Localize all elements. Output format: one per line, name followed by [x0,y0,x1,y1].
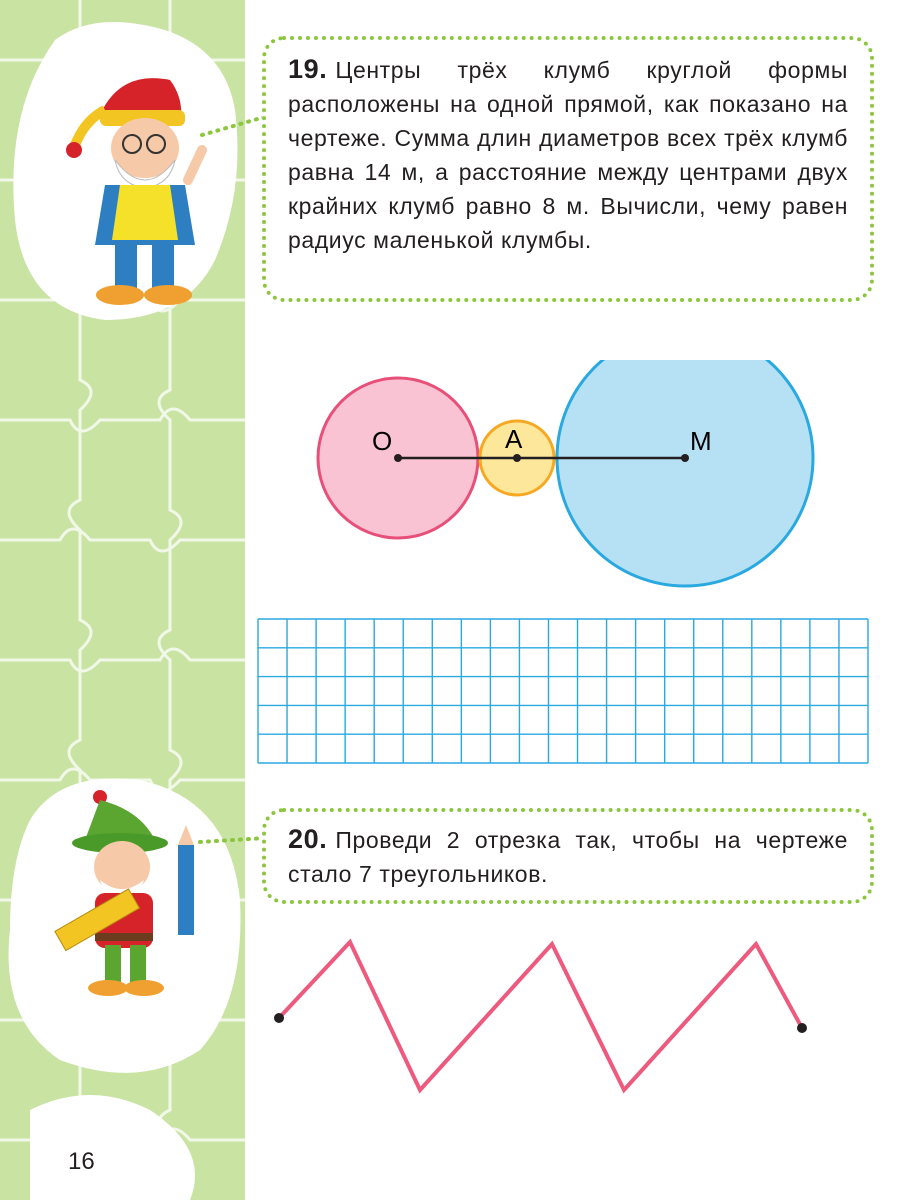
answer-grid [257,618,869,764]
label-m: M [690,426,712,456]
center-m [681,454,689,462]
task-20-number: 20. [288,824,328,854]
center-o [394,454,402,462]
label-o: O [372,426,393,456]
zigzag-start-point [274,1013,284,1023]
right-circle [557,360,813,586]
speech-pointer-20 [198,830,268,850]
task-19-text: 19. Центры трёх клумб круглой формы расположены на одной прямой, как показано на чертеже. Сумма длин диаметров всех трёх клумб равна 14 м, а расстояние между центрами двух крайних клумб равно 8 м. Вычисли, чему равен радиус маленькой клумбы. [288,54,848,253]
task-20-bubble [262,808,874,904]
task-19-bubble [262,36,874,302]
center-a [513,454,521,462]
task-19-number: 19. [288,54,328,84]
task-20-text: 20. Проведи 2 отрезка так, чтобы на чертеже стало 7 треугольников. [288,824,848,887]
speech-pointer-19 [200,110,270,140]
label-a: A [505,424,523,454]
three-flowerbeds-diagram [300,360,840,600]
zigzag-end-point [797,1023,807,1033]
zigzag-figure [260,920,830,1110]
page-number: 16 [68,1148,95,1175]
gnome-with-glasses-icon [60,60,220,310]
zigzag-polyline [279,942,802,1090]
gnome-with-ruler-and-pencil-icon [50,785,220,1005]
